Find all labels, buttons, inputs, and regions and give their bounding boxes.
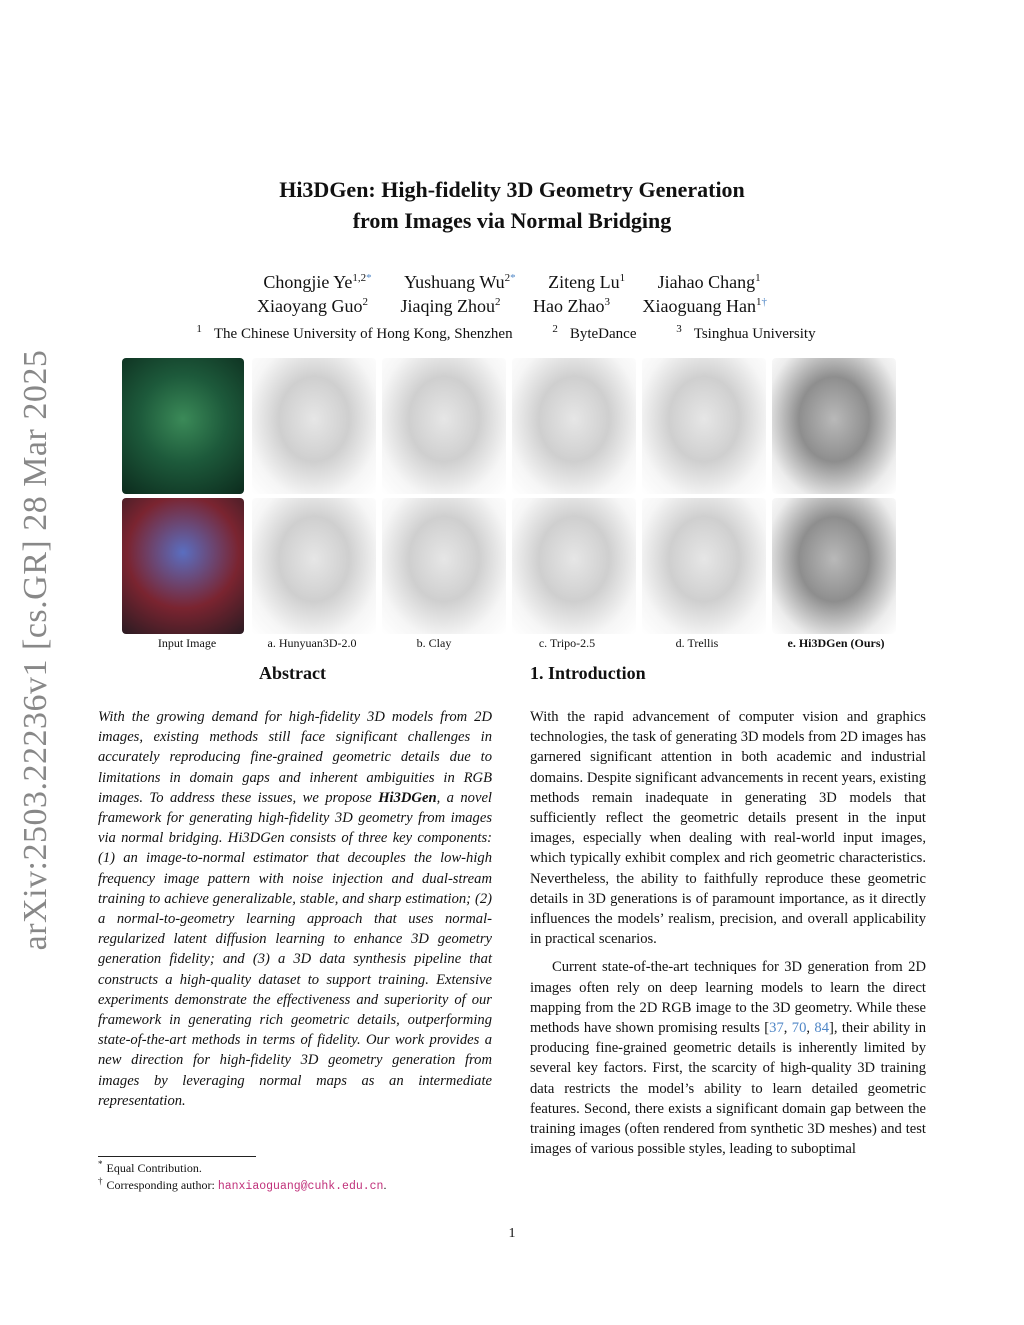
- intro-paragraph-2: Current state-of-the-art techniques for 3D generation from 2D images often rely on deep learning models to learn the direct mapping from the 2D RGB image to the 3D geometry. While these methods have shown promising results [37, 70, 84], their ability in producing fine-grained geometric details is inherently limited by several key factors. First, the scarcity of high-quality 3D training data restricts the model’s ability to learn detailed geometric features. Second, there exists a significant domain gap between the training images (often rendered from synthetic 3D meshes) and test images of various possible styles, leading to suboptimal: [530, 959, 927, 1158]
- affiliation: $^2$ ByteDance: [552, 323, 637, 342]
- hi3dgen-mesh-1: [772, 358, 896, 494]
- affiliation: $^3$ Tsinghua University: [676, 323, 816, 342]
- trellis-mesh-2: [642, 498, 766, 634]
- authors-row-2: [0, 294, 1024, 318]
- figure-caption: c. Tripo-2.5: [538, 636, 596, 650]
- author: Jiaqing Zhou$^2$: [400, 296, 501, 316]
- tripo-mesh-1: [512, 358, 636, 494]
- authors-row-1: [0, 270, 1024, 294]
- paper-title-line1: Hi3DGen: High-fidelity 3D Geometry Generation: [279, 177, 745, 202]
- input-image-monster: [122, 358, 244, 494]
- citation-link[interactable]: 70: [791, 1020, 807, 1037]
- page-number: 1: [508, 1226, 516, 1241]
- affiliation: $^1$ The Chinese University of Hong Kong, Shenzhen: [196, 323, 513, 342]
- affiliations: [0, 323, 1024, 343]
- figure-caption: b. Clay: [416, 636, 452, 650]
- teaser-figure: [120, 356, 900, 648]
- figure-caption: d. Trellis: [675, 636, 719, 650]
- clay-mesh-2: [382, 498, 506, 634]
- author: Jiahao Chang$^1$: [657, 272, 761, 292]
- hi3dgen-mesh-2: [772, 498, 896, 634]
- author: Xiaoguang Han$^{1\dagger}$: [642, 296, 767, 316]
- intro-body: [530, 707, 926, 1167]
- author: Chongjie $Ye^{1,2*}$: [263, 272, 372, 292]
- citation-link[interactable]: 84: [814, 1020, 829, 1037]
- intro-heading: 1. Introduction: [530, 663, 646, 683]
- paper-title-line2: from Images via Normal Bridging: [352, 208, 672, 233]
- trellis-mesh-1: [642, 358, 766, 494]
- figure-caption: Input Image: [157, 636, 217, 650]
- citation-link[interactable]: 37: [769, 1020, 784, 1037]
- intro-paragraph-1: With the rapid advancement of computer vision and graphics technologies, the task of generating 3D models from 2D images has garnered significant attention in both academic and industrial domains. Despite significant advancements in recent years, existing methods remain inadequate in generating 3D models that sufficiently reflect the geometric details present in the input images, especially when dealing with real-world input images, which typically exhibit complex and rich geometric characteristics. Nevertheless, the ability to faithfully reproduce these geometric details in 3D generations is of paramount importance, as it directly influences the models’ realism, precision, and overall applicability in practical scenarios.: [530, 709, 926, 948]
- figure-caption: e. Hi3DGen (Ours): [787, 636, 885, 650]
- input-image-goblin: [122, 498, 244, 634]
- abstract-body: With the growing demand for high-fidelity 3D models from 2D images, existing methods still face significant challenges in accurately reproducing fine-grained geometric details due to limitations in domain gaps and inherent ambiguities in RGB images. To address these issues, we propose Hi3DGen, a novel framework for generating high-fidelity 3D geometry from images via normal bridging. Hi3DGen consists of three key components: (1) an image-to-normal estimator that decouples the low-high frequency image pattern with noise injection and dual-stream training to achieve generalizable, stable, and sharp estimation; (2) a normal-to-geometry learning approach that uses normal-regularized latent diffusion learning to enhance 3D geometry generation fidelity; and (3) a 3D data synthesis pipeline that constructs a high-quality dataset to support training. Extensive experiments demonstrate the effectiveness and superiority of our framework in generating rich geometric details, outperforming state-of-the-art methods in terms of fidelity. Our work provides a new direction for high-fidelity 3D geometry generation from images by leveraging normal maps as an intermediate representation.: [98, 709, 492, 1109]
- footnote-equal: * Equal Contribution.: [98, 1159, 202, 1175]
- email-link[interactable]: hanxiaoguang@cuhk.edu.cn: [217, 1180, 384, 1193]
- arxiv-stamp: [16, 340, 56, 960]
- footnote-corresponding: † Corresponding author: hanxiaoguang@cuhk.edu.cn.: [98, 1176, 387, 1193]
- author: Yushuang $Wu^{2*}$: [404, 272, 516, 292]
- clay-mesh-1: [382, 358, 506, 494]
- hunyuan-mesh-2: [252, 498, 376, 634]
- tripo-mesh-2: [512, 498, 636, 634]
- footnote-rule: [98, 1156, 256, 1157]
- arxiv-id: arXiv:2503.22236v1 [cs.GR] 28 Mar 2025: [17, 349, 54, 951]
- figure-caption: a. Hunyuan3D-2.0: [267, 636, 357, 650]
- author: Ziteng Lu$^1$: [548, 272, 626, 292]
- author: Xiaoyang Guo$^2$: [257, 296, 369, 316]
- abstract-heading: Abstract: [259, 663, 326, 683]
- hunyuan-mesh-1: [252, 358, 376, 494]
- author: Hao Zhao$^3$: [533, 296, 610, 316]
